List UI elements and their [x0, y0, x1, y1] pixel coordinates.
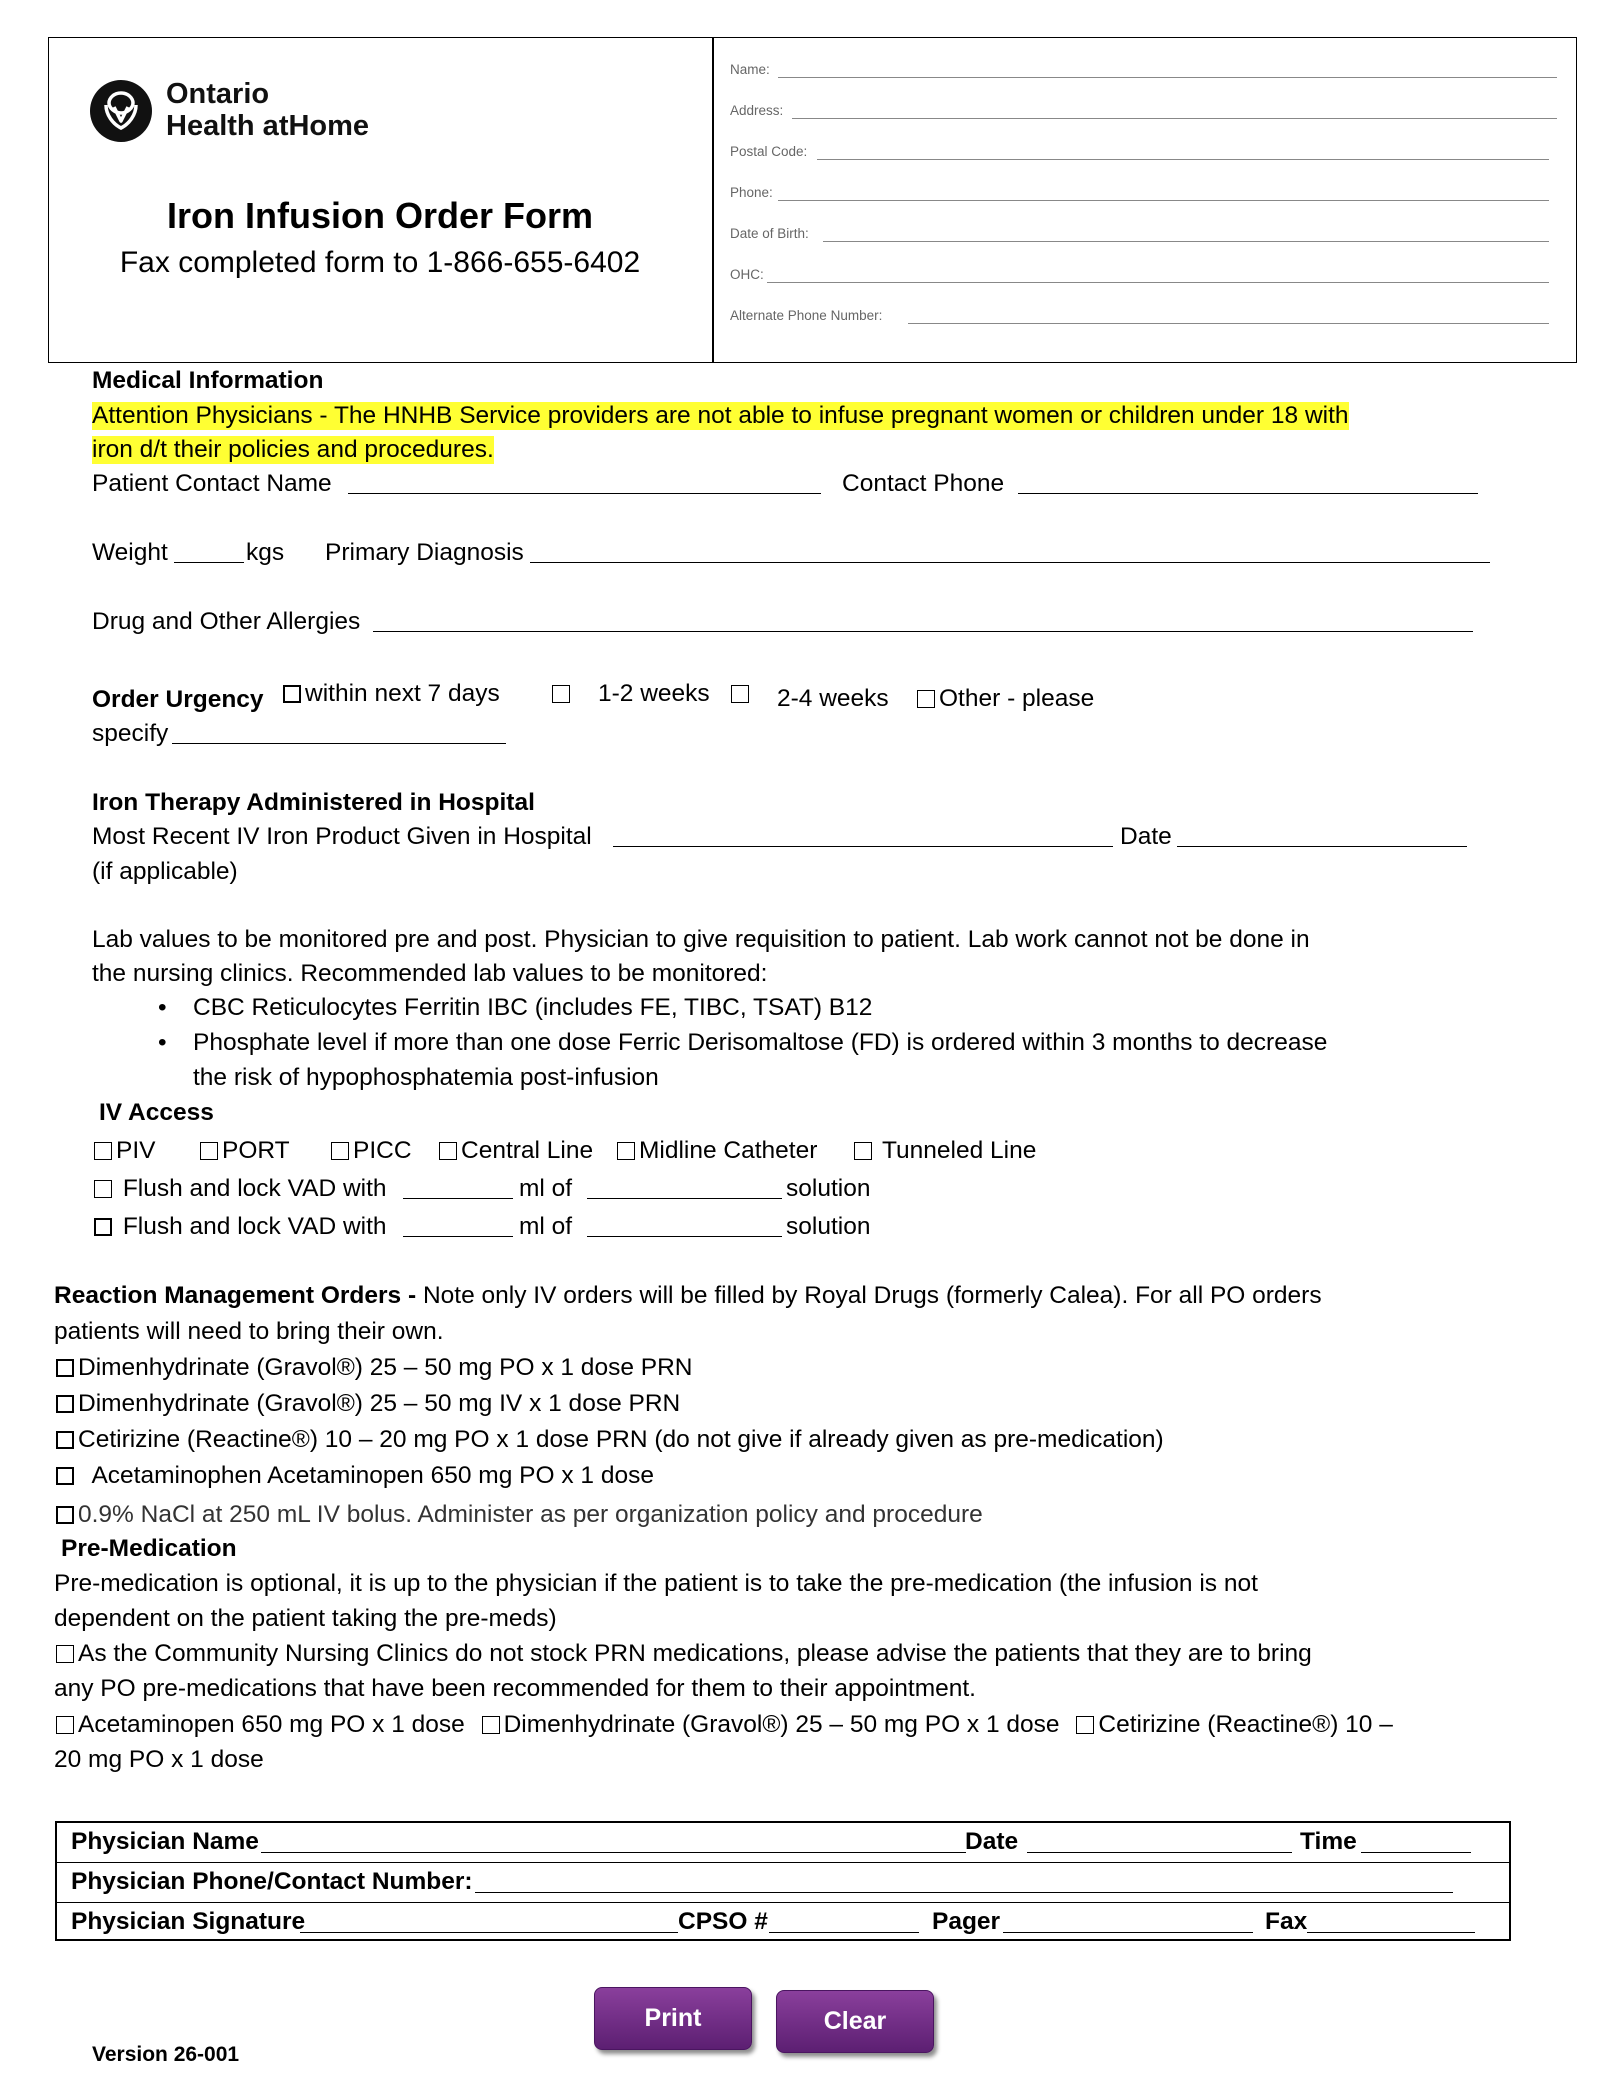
- iv-option-central-line[interactable]: [439, 1137, 593, 1165]
- iv-option-tunneled[interactable]: [854, 1137, 1036, 1165]
- weight-field[interactable]: [174, 562, 244, 563]
- labs-line-2: the nursing clinics. Recommended lab values to be monitored:: [92, 960, 768, 987]
- patient-address-field[interactable]: [792, 118, 1557, 119]
- fax-instruction: Fax completed form to 1-866-655-6402: [119, 246, 641, 279]
- checkbox-icon[interactable]: [731, 685, 749, 703]
- attention-line-2: iron d/t their policies and procedures.: [92, 436, 494, 463]
- pager-field[interactable]: [1003, 1932, 1253, 1933]
- hospital-heading: Iron Therapy Administered in Hospital: [92, 789, 535, 816]
- iv-option-picc[interactable]: [331, 1137, 412, 1165]
- postal-code-label: Postal Code:: [730, 144, 808, 159]
- reaction-item-5[interactable]: [56, 1501, 983, 1529]
- patient-address-label: Address:: [730, 103, 784, 118]
- checkbox-icon[interactable]: [283, 685, 301, 703]
- sig-fax-field[interactable]: [1307, 1932, 1475, 1933]
- alt-phone-label: Alternate Phone Number:: [730, 308, 883, 323]
- dob-field[interactable]: [823, 241, 1549, 242]
- flush-solution-field-2[interactable]: [587, 1236, 782, 1237]
- sig-row-name: [57, 1823, 1509, 1862]
- premed-options-row: [56, 1711, 1393, 1739]
- checkbox-icon[interactable]: [56, 1645, 74, 1663]
- reaction-item-4-label: Acetaminophen Acetaminopen 650 mg PO x 1 dose: [86, 1462, 654, 1489]
- premed-opt1-label: Acetaminopen 650 mg PO x 1 dose: [78, 1711, 465, 1738]
- premed-option-dimenhydrinate[interactable]: [482, 1711, 1060, 1738]
- allergies-label: Drug and Other Allergies: [92, 608, 361, 635]
- hospital-product-label: Most Recent IV Iron Product Given in Hospital: [92, 823, 592, 850]
- premed-opt3-continued: 20 mg PO x 1 dose: [54, 1746, 264, 1773]
- header-divider: [712, 37, 714, 363]
- reaction-item-2[interactable]: [56, 1390, 680, 1418]
- flush-ml-field-1[interactable]: [403, 1198, 513, 1199]
- ml-of-label-1: ml of: [519, 1175, 573, 1202]
- cpso-field[interactable]: [769, 1932, 919, 1933]
- patient-phone-label: Phone:: [730, 185, 773, 200]
- physician-signature-table: [55, 1821, 1511, 1941]
- urgency-option-2-4weeks[interactable]: [731, 680, 889, 712]
- checkbox-icon[interactable]: [439, 1142, 457, 1160]
- checkbox-icon[interactable]: [56, 1431, 74, 1449]
- checkbox-icon[interactable]: [331, 1142, 349, 1160]
- patient-contact-name-field[interactable]: [348, 493, 821, 494]
- sig-time-field[interactable]: [1361, 1852, 1471, 1853]
- reaction-note-1: Note only IV orders will be filled by Royal Drugs (formerly Calea). For all PO orders: [422, 1282, 1322, 1309]
- if-applicable-note: (if applicable): [92, 858, 238, 885]
- order-urgency-label: Order Urgency: [92, 686, 264, 713]
- sig-time-label: Time: [1300, 1828, 1357, 1855]
- allergies-field[interactable]: [373, 631, 1473, 632]
- bullet-icon: •: [158, 1029, 167, 1056]
- iv-option-port[interactable]: [200, 1137, 290, 1165]
- checkbox-icon[interactable]: [56, 1467, 74, 1485]
- checkbox-icon[interactable]: [94, 1180, 112, 1198]
- sig-date-label: Date: [965, 1828, 1019, 1855]
- flush-label-2: Flush and lock VAD with: [122, 1213, 387, 1240]
- reaction-heading: Reaction Management Orders -: [54, 1282, 417, 1309]
- patient-phone-field[interactable]: [778, 200, 1549, 201]
- urgency-other-label: Other - please: [939, 685, 1095, 712]
- patient-name-label: Name:: [730, 62, 770, 77]
- kgs-label: kgs: [246, 539, 285, 566]
- weight-label: Weight: [92, 539, 168, 566]
- urgency-7days-label: within next 7 days: [305, 680, 500, 707]
- urgency-specify-label: specify: [92, 720, 169, 747]
- premed-option-acetaminopen[interactable]: [56, 1711, 465, 1738]
- premed-advise-2: any PO pre-medications that have been recommended for them to their appointment.: [54, 1675, 976, 1702]
- flush-solution-field-1[interactable]: [587, 1198, 782, 1199]
- labs-bullet-2b: the risk of hypophosphatemia post-infusion: [193, 1064, 659, 1091]
- hospital-product-field[interactable]: [613, 846, 1113, 847]
- checkbox-icon[interactable]: [94, 1218, 112, 1236]
- checkbox-icon[interactable]: [1076, 1716, 1094, 1734]
- cpso-label: CPSO #: [678, 1908, 768, 1935]
- reaction-heading-row: [54, 1282, 1322, 1310]
- version-label: Version 26-001: [92, 2043, 240, 2066]
- checkbox-icon[interactable]: [917, 690, 935, 708]
- checkbox-icon[interactable]: [552, 685, 570, 703]
- ohc-field[interactable]: [767, 282, 1549, 283]
- patient-name-field[interactable]: [778, 77, 1557, 78]
- pager-label: Pager: [932, 1908, 1001, 1935]
- labs-line-1: Lab values to be monitored pre and post. Physician to give requisition to patient. Lab work cannot not be done in: [92, 926, 1310, 953]
- iv-access-heading: IV Access: [99, 1099, 214, 1126]
- hospital-date-label: Date: [1120, 823, 1172, 850]
- reaction-item-2-label: Dimenhydrinate (Gravol®) 25 – 50 mg IV x 1 dose PRN: [78, 1390, 681, 1417]
- premed-option-cetirizine[interactable]: [1076, 1711, 1392, 1738]
- flush-ml-field-2[interactable]: [403, 1236, 513, 1237]
- physician-phone-label: Physician Phone/Contact Number:: [71, 1868, 473, 1895]
- alt-phone-field[interactable]: [908, 323, 1549, 324]
- contact-phone-field[interactable]: [1018, 493, 1478, 494]
- physician-phone-field[interactable]: [475, 1892, 1453, 1893]
- ml-of-label-2: ml of: [519, 1213, 573, 1240]
- patient-contact-name-label: Patient Contact Name: [92, 470, 332, 497]
- iv-port-label: PORT: [222, 1137, 290, 1164]
- primary-diagnosis-label: Primary Diagnosis: [325, 539, 524, 566]
- hospital-date-field[interactable]: [1177, 846, 1467, 847]
- form-title: Iron Infusion Order Form: [166, 195, 593, 236]
- checkbox-icon[interactable]: [56, 1359, 74, 1377]
- clear-button[interactable]: Clear: [776, 1990, 934, 2053]
- checkbox-icon[interactable]: [56, 1506, 74, 1524]
- reaction-note-2: patients will need to bring their own.: [54, 1318, 444, 1345]
- iv-midline-label: Midline Catheter: [639, 1137, 818, 1164]
- iv-picc-label: PICC: [353, 1137, 412, 1164]
- bullet-icon: •: [158, 994, 167, 1021]
- checkbox-icon[interactable]: [56, 1716, 74, 1734]
- physician-signature-label: Physician Signature: [71, 1908, 306, 1935]
- labs-bullet-1: CBC Reticulocytes Ferritin IBC (includes FE, TIBC, TSAT) B12: [193, 994, 873, 1021]
- urgency-option-7days[interactable]: [283, 680, 500, 708]
- iv-piv-label: PIV: [116, 1137, 156, 1164]
- urgency-1-2weeks-label: 1-2 weeks: [598, 680, 710, 707]
- dob-label: Date of Birth:: [730, 226, 809, 241]
- urgency-option-1-2weeks[interactable]: [552, 680, 710, 708]
- reaction-item-1-label: Dimenhydrinate (Gravol®) 25 – 50 mg PO x 1 dose PRN: [78, 1354, 693, 1381]
- reaction-item-3-label: Cetirizine (Reactine®) 10 – 20 mg PO x 1 dose PRN (do not give if already given as pre-medication): [78, 1426, 1164, 1453]
- premed-opt3-label: Cetirizine (Reactine®) 10 –: [1098, 1711, 1393, 1738]
- checkbox-icon[interactable]: [854, 1142, 872, 1160]
- logo-line-1: Ontario: [166, 78, 270, 110]
- solution-label-1: solution: [786, 1175, 871, 1202]
- premed-advise-1: As the Community Nursing Clinics do not stock PRN medications, please advise the patients that they are to bring: [78, 1640, 1312, 1667]
- sig-date-field[interactable]: [1027, 1852, 1292, 1853]
- sig-row-phone: [57, 1862, 1509, 1902]
- checkbox-icon[interactable]: [617, 1142, 635, 1160]
- premed-advise-row[interactable]: [56, 1640, 1312, 1668]
- checkbox-icon[interactable]: [482, 1716, 500, 1734]
- premed-heading: Pre-Medication: [61, 1535, 237, 1562]
- iv-tunneled-label: Tunneled Line: [882, 1137, 1037, 1164]
- contact-phone-label: Contact Phone: [842, 470, 1005, 497]
- ohc-label: OHC:: [730, 267, 764, 282]
- checkbox-icon[interactable]: [56, 1395, 74, 1413]
- urgency-option-other[interactable]: [917, 685, 1094, 713]
- flush-label-1: Flush and lock VAD with: [122, 1175, 387, 1202]
- premed-opt2-label: Dimenhydrinate (Gravol®) 25 – 50 mg PO x 1 dose: [503, 1711, 1060, 1738]
- print-button[interactable]: Print: [594, 1987, 752, 2050]
- brand-logo-text: [166, 78, 369, 142]
- sig-fax-label: Fax: [1265, 1908, 1308, 1935]
- checkbox-icon[interactable]: [200, 1142, 218, 1160]
- premed-line-2: dependent on the patient taking the pre-meds): [54, 1605, 557, 1632]
- ontario-trillium-logo-icon: [90, 80, 152, 142]
- physician-signature-field[interactable]: [300, 1932, 678, 1933]
- flush-row-1[interactable]: [94, 1175, 387, 1203]
- premed-line-1: Pre-medication is optional, it is up to the physician if the patient is to take the pre-medication (the infusion is not: [54, 1570, 1258, 1597]
- iv-option-midline[interactable]: [617, 1137, 817, 1165]
- logo-line-2: Health atHome: [166, 110, 370, 142]
- iv-option-piv[interactable]: [94, 1137, 156, 1165]
- sig-row-signature: [57, 1902, 1509, 1942]
- postal-code-field[interactable]: [817, 159, 1549, 160]
- medical-info-heading: Medical Information: [92, 367, 324, 394]
- checkbox-icon[interactable]: [94, 1142, 112, 1160]
- physician-name-field[interactable]: [261, 1852, 966, 1853]
- reaction-item-1[interactable]: [56, 1354, 692, 1382]
- primary-diagnosis-field[interactable]: [530, 562, 1490, 563]
- reaction-item-4[interactable]: [56, 1462, 654, 1490]
- physician-name-label: Physician Name: [71, 1828, 259, 1855]
- solution-label-2: solution: [786, 1213, 871, 1240]
- labs-bullet-2a: Phosphate level if more than one dose Ferric Derisomaltose (FD) is ordered within 3 months to decrease: [193, 1029, 1328, 1056]
- attention-line-1: Attention Physicians - The HNHB Service providers are not able to infuse pregnant women or children under 18 with: [92, 402, 1349, 429]
- order-urgency-row: [92, 686, 264, 714]
- iv-central-line-label: Central Line: [461, 1137, 594, 1164]
- reaction-item-5-label: 0.9% NaCl at 250 mL IV bolus. Administer as per organization policy and procedure: [78, 1501, 983, 1528]
- reaction-item-3[interactable]: [56, 1426, 1164, 1454]
- flush-row-2[interactable]: [94, 1213, 387, 1241]
- urgency-specify-field[interactable]: [172, 743, 506, 744]
- urgency-2-4weeks-label: 2-4 weeks: [777, 685, 889, 712]
